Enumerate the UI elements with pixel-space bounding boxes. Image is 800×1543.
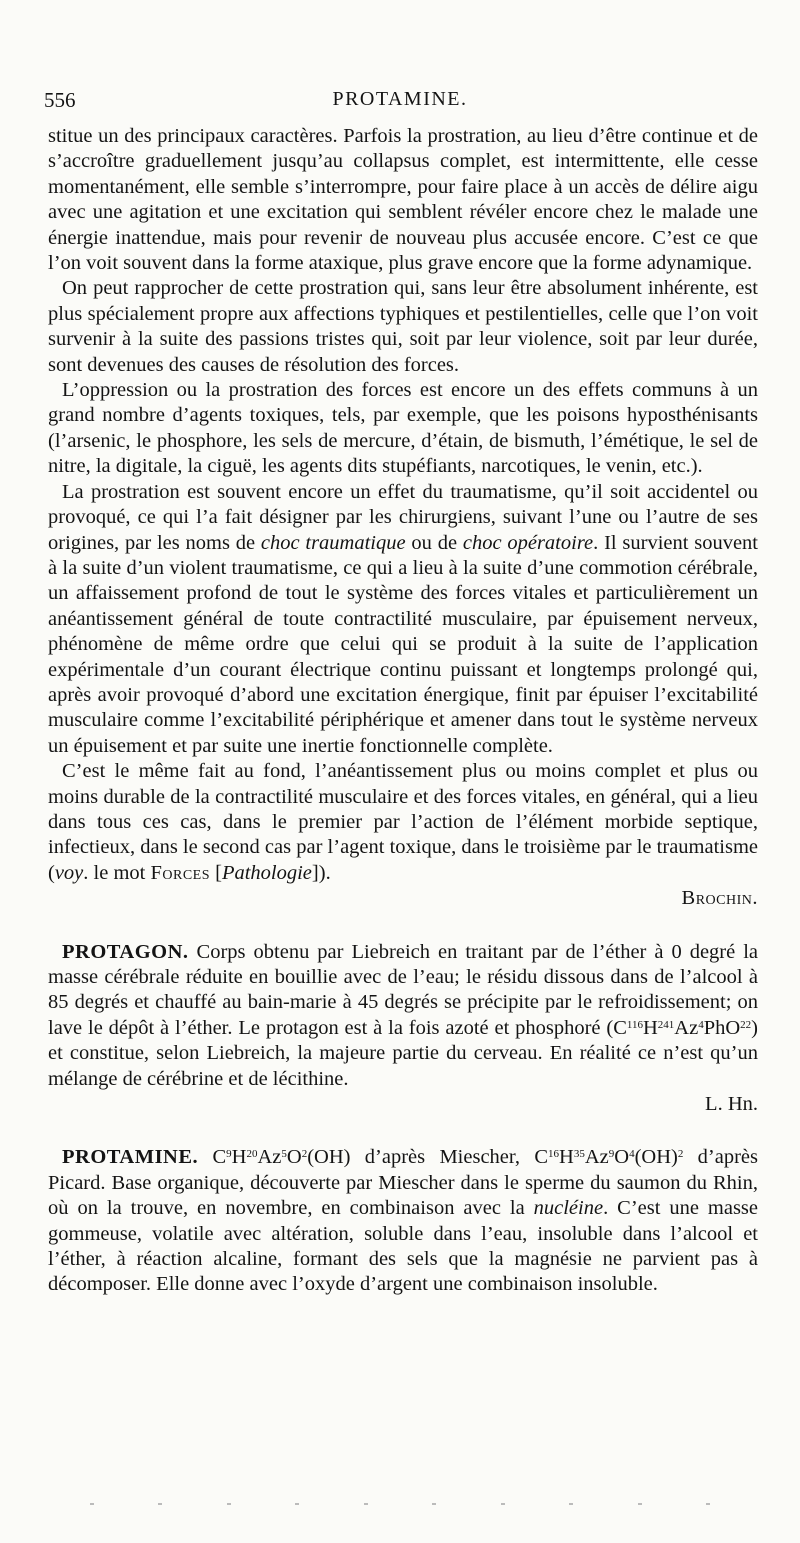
scan-mark xyxy=(638,1503,642,1505)
scan-mark xyxy=(706,1503,710,1505)
scan-mark xyxy=(501,1503,505,1505)
scan-mark xyxy=(158,1503,162,1505)
author-signature-l-hn: L. Hn. xyxy=(705,1093,758,1116)
entry-protagon: PROTAGON. Corps obtenu par Liebreich en traitant par de l’éther à 0 degré la masse cérébrale réduite en bouillie avec de l’eau; le résidu dissous dans de l’alcool à 85 degrés et chauffé au bain-marie à 45 degrés se précipite par le refroidissement; on lave le dépôt à l’éther. Le protagon est à la fois azoté et phosphoré $(C^{116}H^{241}Az^4PhO^{22})$ et constitue, selon Liebreich, la majeure partie du cerveau. En réalité ce n’est qu’un mélange de cérébrine et de lécithine. L. Hn. xyxy=(48,940,758,1118)
scan-mark xyxy=(364,1503,368,1505)
nucleine-term: nucléine xyxy=(533,1197,604,1220)
scan-mark xyxy=(90,1503,94,1505)
paragraph-agents-toxiques: L’oppression ou la prostration des forces est encore un des effets communs à un grand nombre d’agents toxiques, tels, par exemple, que les poisons hyposthénisants (l’arsenic, le phosphore, les sels de mercure, d’étain, de bismuth, l’émétique, le sel de nitre, la digitale, la ciguë, les agents dits stupéfiants, narcotiques, le venin, etc.). xyxy=(48,379,758,478)
footer-scan-marks xyxy=(90,1503,710,1509)
scan-mark xyxy=(569,1503,573,1505)
paragraph-typhiques: On peut rapprocher de cette prostration qui, sans leur être absolument inhérente, est plus spécialement propre aux affections typhiques et pestilentielles, celle que l’on voit survenir à la suite des passions tristes qui, soit par leur violence, soit par leur durée, sont devenues des causes de résolution des forces. xyxy=(48,277,758,376)
page-body xyxy=(48,124,758,1298)
entry-protamine: PROTAMINE. $C^9H^{20}Az^5O^2(OH)$ d’après Miescher, $C^{16}H^{35}Az^9O^4(OH)^2$ d’après Picard. Base organique, découverte par Miescher dans le sperme du saumon du Rhin, où on la trouve, en novembre, en combinaison avec la nucléine. C’est une masse gommeuse, volatile avec altération, soluble dans l’eau, insoluble dans l’alcool et l’éther, à réaction alcaline, formant des sels que la magnésie ne parvient pas à décomposer. Elle donne avec l’oxyde d’argent une combinaison insoluble. xyxy=(48,1146,759,1296)
cross-reference-forces: Forces xyxy=(150,861,210,884)
paragraph-meme-fait: C’est le même fait au fond, l’anéantissement plus ou moins complet et plus ou moins durable de la contractilité musculaire et des forces vitales, en général, qui a lieu dans tous ces cas, dans le premier par l’action de l’élément morbide septique, infectieux, dans le second cas par l’agent toxique, dans le troisième par le traumatisme (voy. le mot Forces [Pathologie]). Brochin. xyxy=(48,759,758,911)
author-signature-brochin: Brochin. xyxy=(681,887,758,910)
paragraph-traumatisme: La prostration est souvent encore un effet du traumatisme, qu’il soit accidentel ou provoqué, ce qui l’a fait désigner par les chirurgiens, suivant l’une ou l’autre de ses origines, par les noms de choc traumatique ou de choc opératoire. Il survient souvent à la suite d’un violent traumatisme, ce qui a lieu à la suite d’une commotion cérébrale, un affaissement profond de tout le système des forces vitales et particulièrement un anéantissement général de toute contractilité musculaire, par épuisement nerveux, phénomène de même ordre que celui qui se produit à la suite de l’application expérimentale d’un courant électrique continu puissant et longtemps prolongé qui, après avoir provoqué d’abord une excitation énergique, finit par épuiser l’excitabilité musculaire comme l’excitabilité périphérique et amener dans tout le système nerveux un épuisement et par suite une inertie fonctionnelle complète. xyxy=(48,480,758,757)
page-number: 556 xyxy=(44,88,76,112)
running-head: PROTAMINE. xyxy=(332,88,468,110)
paragraph-continuation: stitue un des principaux caractères. Parfois la prostration, au lieu d’être continue et de s’accroître graduellement jusqu’au collapsus complet, est intermittente, elle cesse momentanément, elle semble s’interrompre, pour faire place à un accès de délire aigu avec une agitation et une excitation qui semblent révéler encore chez le malade une énergie inattendue, mais pour revenir de nouveau plus accusée encore. C’est ce que l’on voit souvent dans la forme ataxique, plus grave encore que la forme adynamique. xyxy=(48,125,758,275)
entry-term-protagon: PROTAGON. xyxy=(62,940,189,963)
page-header xyxy=(44,88,756,118)
scan-mark xyxy=(227,1503,231,1505)
entry-term-protamine: PROTAMINE. xyxy=(62,1146,199,1169)
choc-traumatique-term: choc traumatique xyxy=(260,531,406,554)
choc-operatoire-term: choc opératoire xyxy=(462,531,594,554)
scan-mark xyxy=(432,1503,436,1505)
scan-mark xyxy=(295,1503,299,1505)
